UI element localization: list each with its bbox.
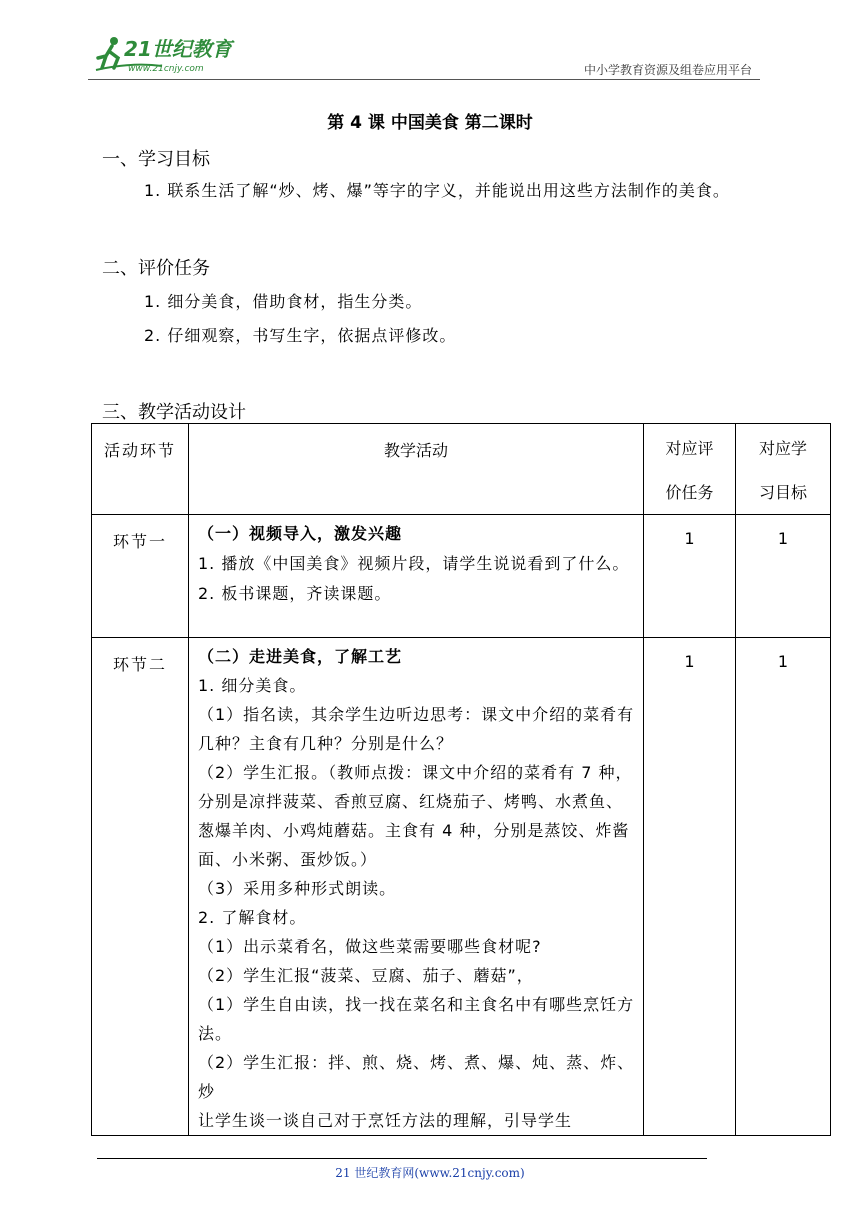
header-goal	[736, 424, 831, 515]
row2-line: （2）学生汇报：拌、煎、烧、烤、煮、爆、炖、蒸、炸、炒	[198, 1053, 635, 1101]
tasks-heading: 二、评价任务	[102, 258, 210, 279]
header-platform-text: 中小学教育资源及组卷应用平台	[583, 63, 752, 77]
logo-text: 21世纪教育	[124, 37, 232, 61]
design-heading: 三、教学活动设计	[102, 402, 246, 423]
row2-task: 1	[644, 638, 736, 1136]
page-header	[88, 30, 760, 80]
header-goal-line1: 对应学	[758, 439, 807, 458]
row2-line: （3）采用多种形式朗读。	[198, 879, 397, 898]
footer-link[interactable]: 21 世纪教育网(www.21cnjy.com)	[335, 1166, 525, 1180]
header-task-line1: 对应评	[665, 439, 714, 458]
row2-line: （1）出示菜肴名，做这些菜需要哪些食材呢?	[198, 937, 542, 956]
row2-goal: 1	[736, 638, 831, 1136]
row2-heading: （二）走进美食，了解工艺	[198, 647, 403, 666]
row2-line: 让学生谈一谈自己对于烹饪方法的理解，引导学生	[198, 1111, 573, 1130]
table-row	[92, 515, 831, 638]
row2-line: （2）学生汇报。（教师点拨：课文中介绍的菜肴有 7 种，分别是凉拌菠菜、香煎豆腐、红烧茄子、烤鸭、水煮鱼、葱爆羊肉、小鸡炖蘑菇。主食有 4 种，分别是蒸饺、炸酱面、小米粥、蛋炒饭。）	[198, 763, 633, 869]
logo	[92, 32, 262, 76]
header-divider	[88, 79, 760, 80]
row1-stage: 环节一	[92, 515, 189, 638]
header-task	[644, 424, 736, 515]
goals-text: 1. 联系生活了解“炒、烤、爆”等字的字义，并能说出用这些方法制作的美食。	[144, 181, 730, 200]
row1-heading: （一）视频导入，激发兴趣	[198, 524, 403, 543]
row2-line: 1. 细分美食。	[198, 676, 307, 695]
page-title: 第 4 课 中国美食 第二课时	[327, 113, 533, 133]
task-item-1: 1. 细分美食，借助食材，指生分类。	[144, 292, 423, 311]
row2-line: （1）指名读，其余学生边听边思考：课文中介绍的菜肴有几种？主食有几种？分别是什么？	[198, 705, 635, 753]
footer-divider	[97, 1158, 707, 1159]
row2-activity	[189, 638, 644, 1136]
row1-activity	[189, 515, 644, 638]
table-row	[92, 638, 831, 1136]
goals-heading: 一、学习目标	[102, 149, 210, 170]
header-stage: 活动环节	[92, 424, 189, 515]
header-activity: 教学活动	[189, 424, 644, 515]
activity-table	[91, 423, 831, 1136]
row2-line: （1）学生自由读，找一找在菜名和主食名中有哪些烹饪方法。	[198, 995, 635, 1043]
row2-line: 2. 了解食材。	[198, 908, 307, 927]
task-item-2: 2. 仔细观察，书写生字，依据点评修改。	[144, 326, 457, 345]
row1-task: 1	[644, 515, 736, 638]
header-goal-line2: 习目标	[758, 483, 807, 502]
row1-line: 1. 播放《中国美食》视频片段，请学生说说看到了什么。	[198, 554, 630, 573]
row2-line: （2）学生汇报“菠菜、豆腐、茄子、蘑菇”，	[198, 966, 534, 985]
row1-line: 2. 板书课题，齐读课题。	[198, 584, 392, 603]
row2-stage: 环节二	[92, 638, 189, 1136]
header-task-line2: 价任务	[665, 483, 714, 502]
row1-goal: 1	[736, 515, 831, 638]
logo-url: www.21cnjy.com	[128, 64, 204, 74]
table-header-row	[92, 424, 831, 515]
